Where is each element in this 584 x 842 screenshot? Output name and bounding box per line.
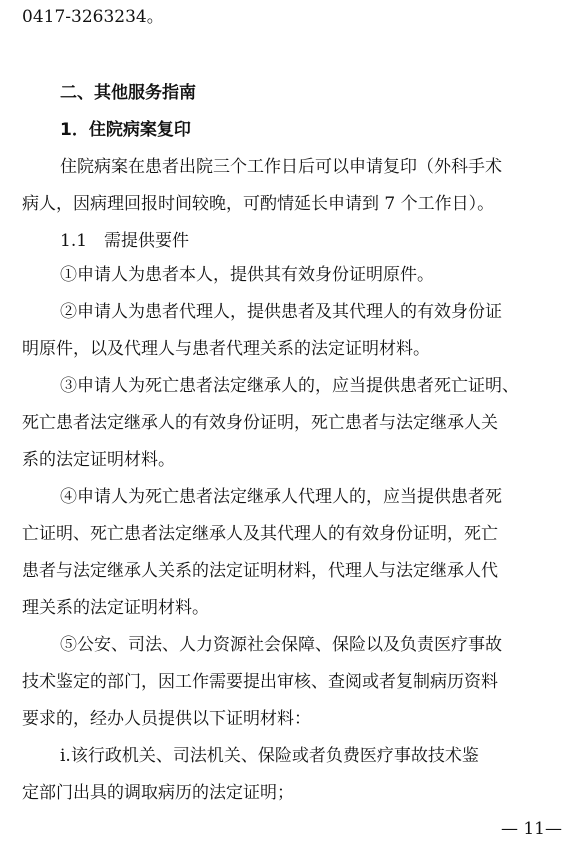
item-5-line-3: 要求的，经办人员提供以下证明材料： <box>22 709 311 729</box>
item-4-line-2: 亡证明、死亡患者法定继承人及其代理人的有效身份证明，死亡 <box>22 524 498 544</box>
section-heading: 二、其他服务指南 <box>60 83 196 103</box>
item-5-line-1: ⑤公安、司法、人力资源社会保障、保险以及负责医疗事故 <box>60 635 502 655</box>
subsection-heading: 1．住院病案复印 <box>60 120 191 140</box>
item-5-line-2: 技术鉴定的部门，因工作需要提出审核、查阅或者复制病历资料 <box>22 672 498 692</box>
item-3-line-2: 死亡患者法定继承人的有效身份证明，死亡患者与法定继承人关 <box>22 413 498 433</box>
item-4-line-4: 理关系的法定证明材料。 <box>22 598 209 618</box>
item-3-line-1: ③申请人为死亡患者法定继承人的，应当提供患者死亡证明、 <box>60 376 519 396</box>
item-2-line-2: 明原件，以及代理人与患者代理关系的法定证明材料。 <box>22 339 430 359</box>
item-2-line-1: ②申请人为患者代理人，提供患者及其代理人的有效身份证 <box>60 302 502 322</box>
item-5-sub-1-line-1: ⅰ.该行政机关、司法机关、保险或者负费医疗事故技术鉴 <box>60 746 479 766</box>
item-4-line-3: 患者与法定继承人关系的法定证明材料，代理人与法定继承人代 <box>22 561 498 581</box>
page-number: — 11— <box>500 819 562 839</box>
top-continuation-text: 0417-3263234。 <box>22 7 164 27</box>
sub-subsection-heading: 1.1 需提供要件 <box>60 231 190 251</box>
item-4-line-1: ④申请人为死亡患者法定继承人代理人的，应当提供患者死 <box>60 487 502 507</box>
item-5-sub-1-line-2: 定部门出具的调取病历的法定证明； <box>22 783 294 803</box>
item-1-line-1: ①申请人为患者本人，提供其有效身份证明原件。 <box>60 265 434 285</box>
intro-line-2: 病人，因病理回报时间较晚，可酌情延长申请到 7 个工作日）。 <box>22 194 495 214</box>
item-3-line-3: 系的法定证明材料。 <box>22 450 175 470</box>
intro-line-1: 住院病案在患者出院三个工作日后可以申请复印（外科手术 <box>60 157 502 177</box>
